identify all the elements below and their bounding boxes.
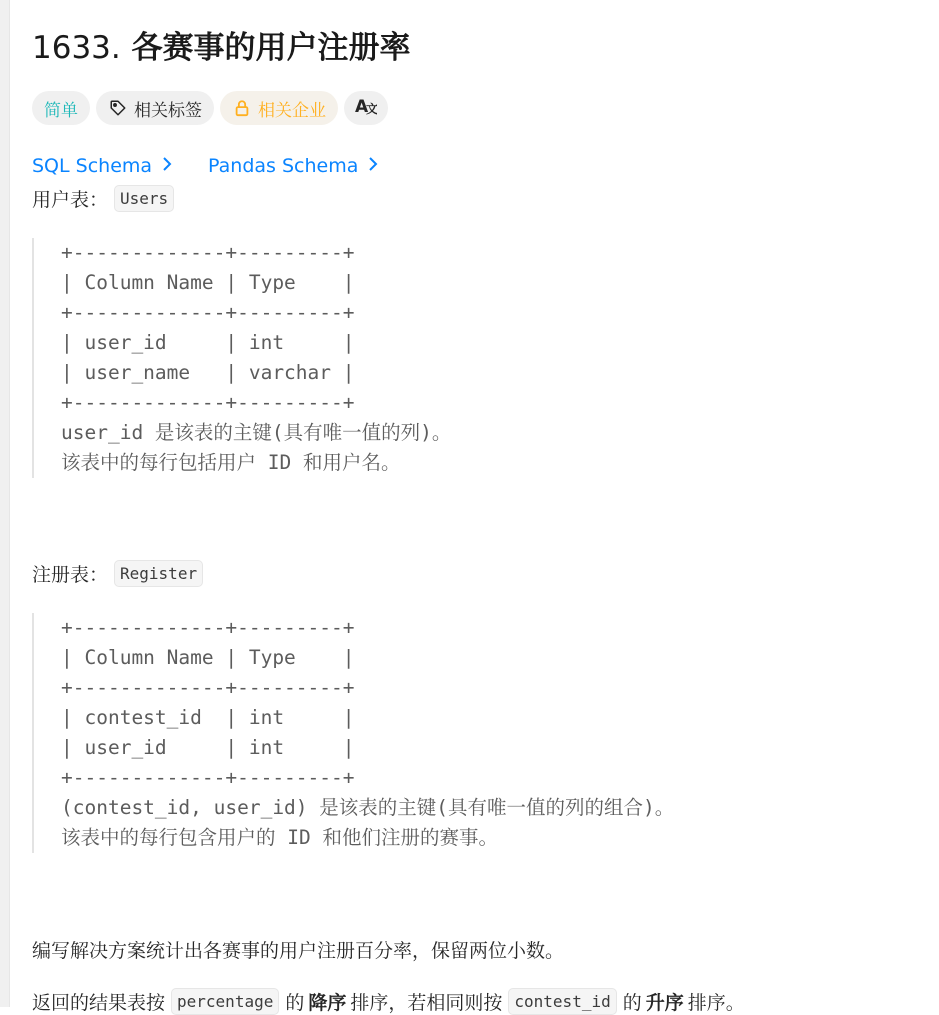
code-line: | user_name | varchar | — [61, 361, 355, 384]
code-line: +-------------+---------+ — [61, 391, 355, 414]
related-companies-label: 相关企业 — [258, 100, 326, 121]
difficulty-badge[interactable] — [32, 91, 90, 125]
users-schema-block — [32, 238, 451, 478]
chevron-right-icon — [162, 155, 172, 177]
task-order — [32, 988, 745, 1015]
related-companies-button[interactable] — [220, 91, 338, 125]
users-table-name: Users — [114, 185, 174, 212]
register-schema-block — [32, 613, 674, 853]
code-line: | Column Name | Type | — [61, 646, 355, 669]
svg-text:文: 文 — [366, 101, 377, 116]
code-line: | contest_id | int | — [61, 706, 355, 729]
problem-number: 1633. — [32, 30, 121, 66]
users-table-intro — [32, 185, 174, 212]
lock-icon — [232, 98, 252, 118]
pandas-schema-link[interactable] — [208, 155, 414, 177]
svg-text:A: A — [355, 96, 369, 116]
order-text: 返回的结果表按 — [32, 992, 166, 1014]
code-line: user_id 是该表的主键(具有唯一值的列)。 — [61, 421, 452, 444]
order-text: 排序。 — [687, 992, 745, 1014]
tag-row — [32, 91, 388, 125]
problem-name: 各赛事的用户注册率 — [131, 30, 411, 66]
code-line: +-------------+---------+ — [61, 241, 355, 264]
sql-schema-link[interactable] — [32, 155, 208, 177]
task-description-text: 编写解决方案统计出各赛事的用户注册百分率，保留两位小数。 — [32, 940, 565, 962]
code-line: 该表中的每行包括用户 ID 和用户名。 — [61, 451, 401, 474]
task-description — [32, 936, 564, 963]
pandas-schema-label: Pandas Schema — [208, 155, 359, 177]
difficulty-label: 简单 — [44, 100, 78, 121]
order-bold-asc: 升序 — [645, 992, 684, 1014]
users-intro-text: 用户表： — [32, 189, 109, 211]
problem-title — [32, 22, 411, 67]
translate-icon — [355, 96, 377, 121]
order-code-contest-id: contest_id — [508, 988, 616, 1015]
register-intro-text: 注册表： — [32, 564, 109, 586]
register-table-name: Register — [114, 560, 203, 587]
code-line: +-------------+---------+ — [61, 616, 355, 639]
code-line: | user_id | int | — [61, 331, 355, 354]
code-line: | Column Name | Type | — [61, 271, 355, 294]
order-bold-desc: 降序 — [308, 992, 347, 1014]
left-panel-edge — [0, 0, 10, 1007]
code-line: | user_id | int | — [61, 736, 355, 759]
tag-icon — [108, 98, 128, 118]
translate-button[interactable] — [344, 91, 388, 125]
order-code-percentage: percentage — [171, 988, 279, 1015]
related-tags-button[interactable] — [96, 91, 214, 125]
order-text: 的 — [622, 992, 642, 1014]
code-line: 该表中的每行包含用户的 ID 和他们注册的赛事。 — [61, 826, 498, 849]
code-line: (contest_id, user_id) 是该表的主键(具有唯一值的列的组合)。 — [61, 796, 675, 819]
code-line: +-------------+---------+ — [61, 301, 355, 324]
order-text: 的 — [285, 992, 305, 1014]
related-tags-label: 相关标签 — [134, 100, 202, 121]
code-line: +-------------+---------+ — [61, 676, 355, 699]
code-line: +-------------+---------+ — [61, 766, 355, 789]
register-table-intro — [32, 560, 203, 587]
order-text: 排序，若相同则按 — [350, 992, 503, 1014]
schema-links — [32, 153, 414, 179]
sql-schema-label: SQL Schema — [32, 155, 153, 177]
chevron-right-icon — [368, 155, 378, 177]
